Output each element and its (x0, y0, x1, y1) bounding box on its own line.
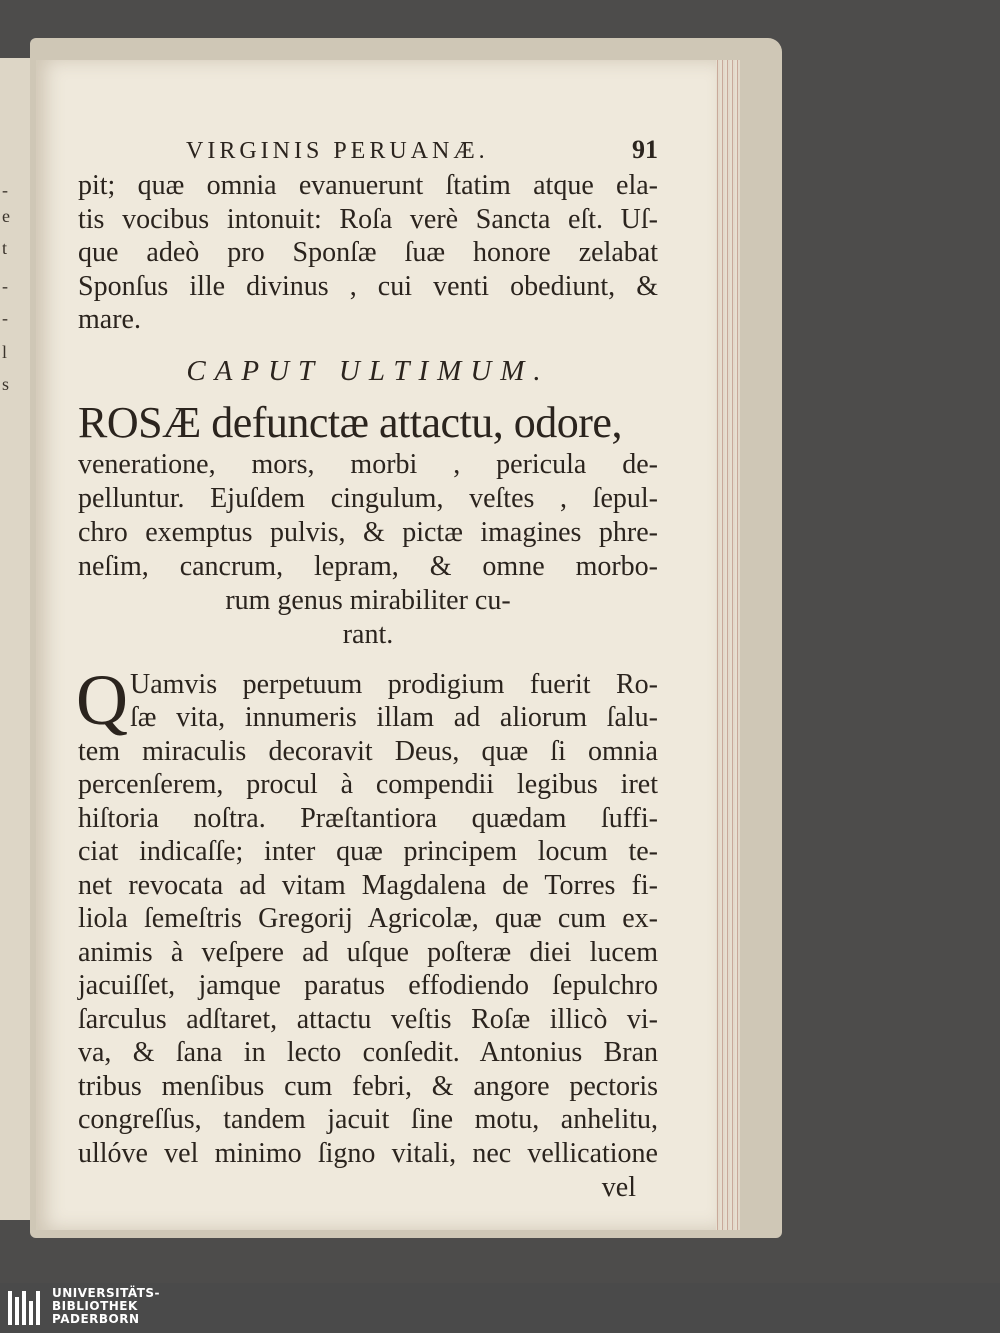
text-line: congreſſus, tandem jacuit ſine motu, anhelitu, (78, 1104, 658, 1135)
text-line: hiſtoria noſtra. Præſtantiora quædam ſuffi- (78, 802, 658, 834)
left-page-fragment: - (2, 180, 8, 200)
logo-line: UNIVERSITÄTS- (52, 1286, 161, 1300)
text-line: ullóve vel minimo ſigno vitali, nec vellicatione (78, 1137, 658, 1169)
text-line: animis à veſpere ad uſque poſteræ diei lucem (78, 936, 658, 968)
left-page-fragment: - (2, 276, 8, 296)
library-logo-icon (6, 1287, 46, 1329)
text-line: mare. (78, 304, 141, 335)
running-head-title: VIRGINIS PERUANÆ. (186, 138, 489, 164)
summary-line: veneratione, mors, morbi , pericula de- (78, 448, 658, 480)
text-line: liola ſemeſtris Gregorij Agricolæ, quæ cum ex- (78, 903, 658, 934)
text-line: ciat indicaſſe; inter quæ principem locum te- (78, 836, 658, 867)
summary-line: rant. (342, 618, 394, 650)
footer-bar (0, 1283, 1000, 1333)
chapter-heading: CAPUT ULTIMUM. (186, 354, 550, 387)
text-line: jacuiſſet, jamque paratus effodiendo ſepulchro (78, 970, 658, 1001)
text-line: tribus menſibus cum febri, & angore pectoris (78, 1070, 658, 1102)
summary-line: neſim, cancrum, lepram, & omne morbo- (78, 550, 658, 582)
library-logo-text (52, 1287, 160, 1326)
logo-line: BIBLIOTHEK (52, 1299, 138, 1313)
text-line: percenſerem, procul à compendii legibus iret (78, 769, 658, 800)
left-page-fragment: e (2, 206, 10, 226)
chapter-summary (78, 398, 658, 652)
text-line: que adeò pro Sponſæ ſuæ honore zelabat (78, 237, 658, 268)
body-paragraph (76, 659, 658, 1205)
text-line: tem miraculis decoravit Deus, quæ ſi omnia (78, 735, 658, 767)
catchword: vel (601, 1172, 636, 1203)
running-head (186, 135, 658, 165)
paragraph-continued (78, 169, 658, 337)
text-line: Uamvis perpetuum prodigium fuerit Ro- (130, 668, 658, 700)
left-page-fragment: t (2, 238, 8, 258)
text-line: Sponſus ille divinus , cui venti obediunt, & (78, 270, 658, 302)
text-line: tis vocibus intonuit: Roſa verè Sancta eſt. Uſ- (78, 203, 658, 235)
summary-line: rum genus mirabiliter cu- (225, 584, 511, 616)
text-line: va, & ſana in lecto conſedit. Antonius Bran (78, 1037, 658, 1068)
left-page-fragment: s (2, 374, 10, 394)
left-page-fragment: - (2, 308, 8, 328)
page-text-block (78, 135, 658, 1204)
text-line: net revocata ad vitam Magdalena de Torres fi- (78, 869, 658, 901)
text-line: pit; quæ omnia evanuerunt ſtatim atque ela- (78, 170, 658, 201)
text-line: ſæ vita, innumeris illam ad aliorum ſalu- (130, 702, 658, 733)
summary-line: chro exemptus pulvis, & pictæ imagines phre- (78, 516, 658, 548)
text-line: ſarculus adſtaret, attactu veſtis Roſæ illicò vi- (78, 1003, 658, 1035)
page-number: 91 (632, 135, 658, 164)
book-page (36, 60, 716, 1230)
summary-first-line: ROSÆ defunctæ attactu, odore, (78, 397, 622, 447)
left-page-edge (0, 58, 32, 1220)
summary-line: pelluntur. Ejuſdem cingulum, veſtes , ſepul- (78, 482, 658, 514)
drop-cap: Q (76, 659, 128, 740)
logo-line: PADERBORN (52, 1312, 140, 1326)
left-page-fragment: l (2, 342, 8, 362)
